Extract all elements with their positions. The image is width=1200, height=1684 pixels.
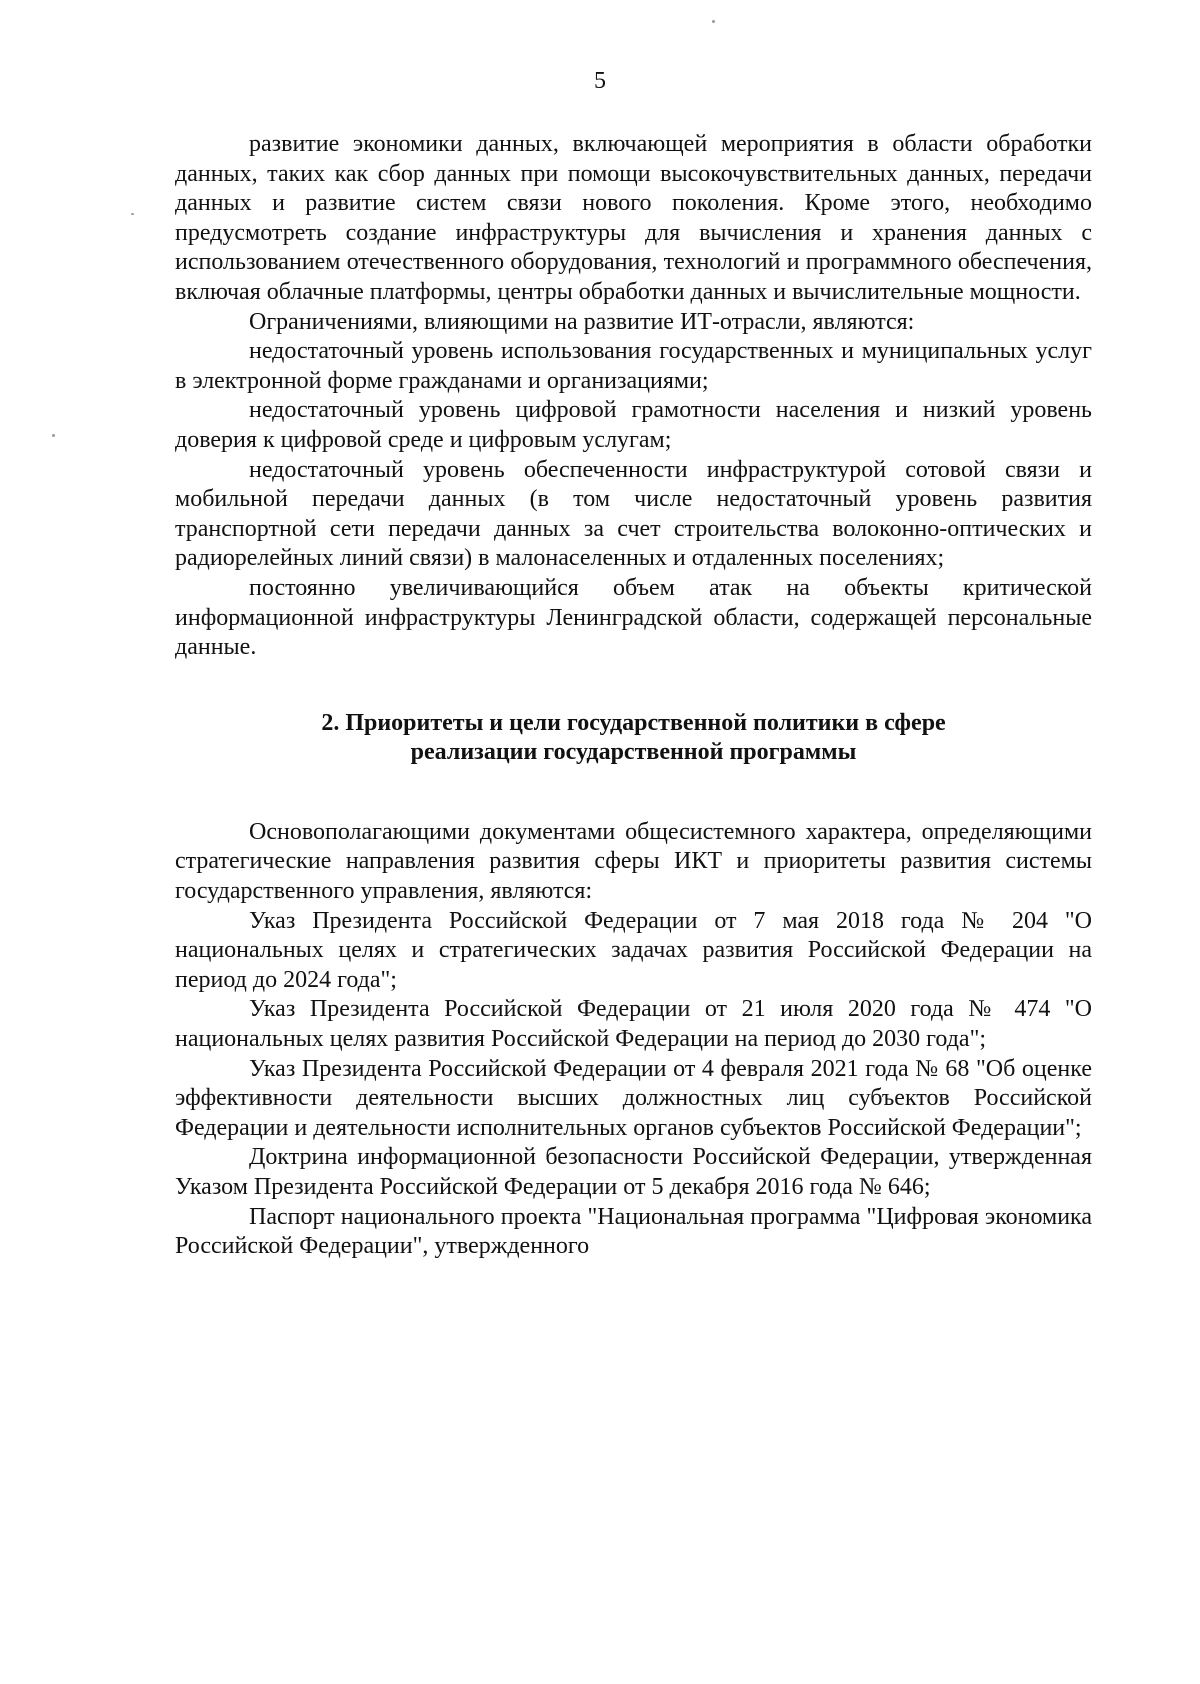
paragraph-national-project-passport: Паспорт национального проекта "Национальная программа "Цифровая экономика Российской Федерации", утвержденного [175, 1203, 1092, 1260]
section-heading-line-2: реализации государственной программы [410, 739, 857, 766]
document-body [175, 130, 1092, 1262]
paragraph-limitation-e-services: недостаточный уровень использования государственных и муниципальных услуг в электронной форме гражданами и организациями; [175, 338, 1092, 394]
paragraph-data-economy: развитие экономики данных, включающей мероприятия в области обработки данных, таких как сбор данных при помощи высокочувствительных данных, передачи данных и развитие систем связи нового поколения. Кроме этого, необходимо предусмотреть создание инфраструктуры для вычисления и хранения данных с использованием отечественного оборудования, технологий и программного обеспечения, включая облачные платформы, центры обработки данных и вычислительные мощности. [175, 131, 1092, 305]
section-heading-line-1: 2. Приоритеты и цели государственной политики в сфере [321, 709, 946, 736]
page-number: 5 [594, 68, 606, 94]
paragraph-founding-documents: Основополагающими документами общесистемного характера, определяющими стратегические направления развития сферы ИКТ и приоритеты развития системы государственного управления, являются: [175, 818, 1092, 905]
paragraph-decree-68: Указ Президента Российской Федерации от 4 февраля 2021 года № 68 "Об оценке эффективности деятельности высших должностных лиц субъектов Российской Федерации и деятельности исполнительных органов субъектов Российской Федерации"; [175, 1055, 1092, 1141]
paragraph-limitation-infrastructure: недостаточный уровень обеспеченности инфраструктурой сотовой связи и мобильной передачи данных (в том числе недостаточный уровень развития транспортной сети передачи данных за счет строительства волоконно-оптических и радиорелейных линий связи) в малонаселенных и отдаленных поселениях; [175, 456, 1092, 572]
paragraph-limitation-attacks: постоянно увеличивающийся объем атак на объекты критической информационной инфраструктуры Ленинградской области, содержащей персональные данные. [175, 574, 1092, 661]
paragraph-security-doctrine: Доктрина информационной безопасности Российской Федерации, утвержденная Указом Президента Российской Федерации от 5 декабря 2016 года № 646; [175, 1144, 1092, 1200]
scan-artifact [52, 434, 55, 437]
paragraph-limitations-intro: Ограничениями, влияющими на развитие ИТ-отрасли, являются: [249, 308, 915, 335]
paragraph-decree-474: Указ Президента Российской Федерации от 21 июля 2020 года № 474 "О национальных целях развития Российской Федерации на период до 2030 года"; [175, 996, 1092, 1053]
scan-artifact [131, 213, 134, 215]
paragraph-limitation-digital-literacy: недостаточный уровень цифровой грамотности населения и низкий уровень доверия к цифровой среде и цифровым услугам; [175, 397, 1092, 453]
scan-artifact [712, 20, 715, 23]
paragraph-decree-204: Указ Президента Российской Федерации от 7 мая 2018 года № 204 "О национальных целях и стратегических задачах развития Российской Федерации на период до 2024 года"; [175, 907, 1092, 993]
section-heading [175, 709, 1092, 768]
